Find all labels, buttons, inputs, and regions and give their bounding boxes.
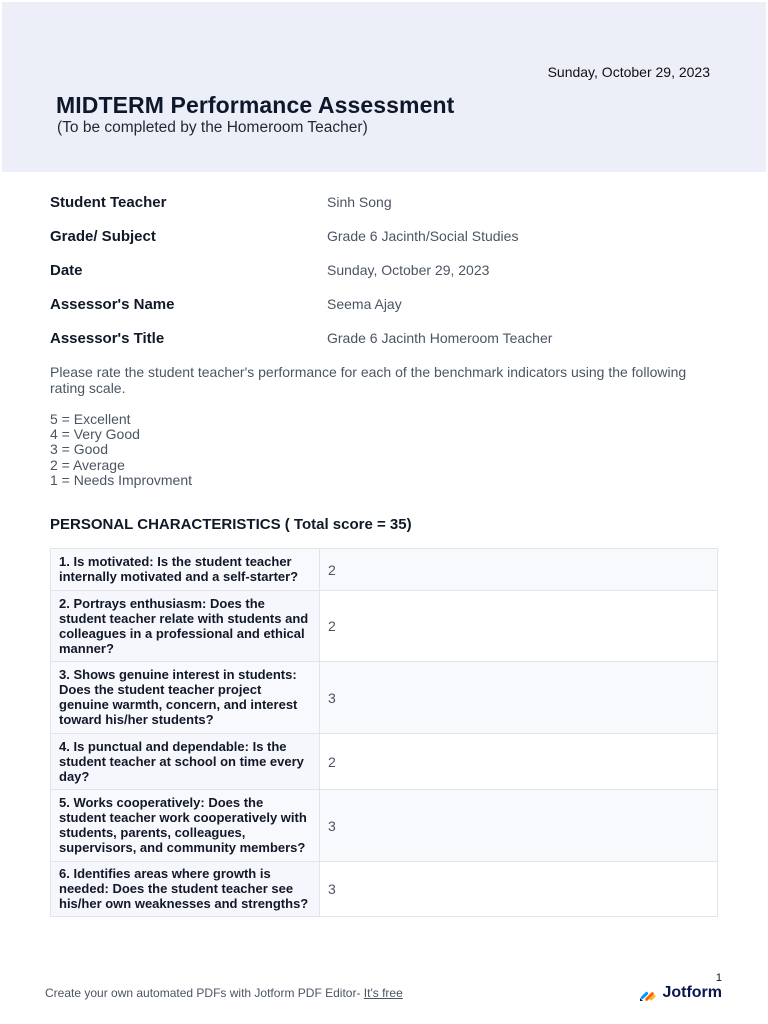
footer-link[interactable]: It's free bbox=[363, 986, 403, 1000]
scale-item: 5 = Excellent bbox=[50, 411, 131, 427]
assessment-table bbox=[50, 548, 718, 917]
question-score: 2 bbox=[320, 734, 718, 790]
footer-promo bbox=[45, 986, 403, 1000]
rating-scale bbox=[50, 412, 192, 488]
info-section bbox=[50, 192, 730, 362]
jotform-logo[interactable] bbox=[639, 984, 722, 1002]
question-text: 1. Is motivated: Is the student teacher internally motivated and a self-starter? bbox=[51, 549, 320, 591]
question-score: 2 bbox=[320, 549, 718, 591]
scale-item: 2 = Average bbox=[50, 456, 125, 473]
scale-item: 3 = Good bbox=[50, 441, 108, 458]
document-header bbox=[2, 2, 766, 172]
info-label: Assessor's Name bbox=[50, 296, 175, 313]
info-label: Date bbox=[50, 262, 83, 279]
info-row-date bbox=[50, 260, 730, 294]
page-number: 1 bbox=[715, 972, 722, 984]
jotform-logo-icon bbox=[639, 985, 657, 1001]
scale-item: 1 = Needs Improvment bbox=[50, 471, 193, 488]
question-text: 6. Identifies areas where growth is needed: Does the student teacher see his/her own weaknesses and strengths? bbox=[51, 862, 320, 917]
question-score: 3 bbox=[320, 790, 718, 862]
question-text: 2. Portrays enthusiasm: Does the student teacher relate with students and colleagues in a professional and ethical manner? bbox=[51, 591, 320, 662]
table-row bbox=[51, 862, 718, 917]
question-text: 4. Is punctual and dependable: Is the student teacher at school on time every day? bbox=[51, 734, 320, 790]
footer-text: Create your own automated PDFs with Jotform PDF Editor- bbox=[45, 986, 364, 1000]
info-value: Grade 6 Jacinth Homeroom Teacher bbox=[327, 330, 553, 346]
info-value: Sinh Song bbox=[327, 194, 392, 210]
scale-item: 4 = Very Good bbox=[50, 426, 140, 443]
info-row-assessor-name bbox=[50, 294, 730, 328]
table-row bbox=[51, 790, 718, 862]
table-row bbox=[51, 591, 718, 662]
question-score: 2 bbox=[320, 591, 718, 662]
question-text: 5. Works cooperatively: Does the student teacher work cooperatively with students, parents, colleagues, supervisors, and community members? bbox=[51, 790, 320, 862]
table-row bbox=[51, 662, 718, 734]
info-row-student-teacher bbox=[50, 192, 730, 226]
header-date: Sunday, October 29, 2023 bbox=[547, 64, 710, 80]
info-row-assessor-title bbox=[50, 328, 730, 362]
question-score: 3 bbox=[320, 662, 718, 734]
info-label: Assessor's Title bbox=[50, 330, 165, 347]
info-value: Sunday, October 29, 2023 bbox=[327, 262, 490, 278]
table-row bbox=[51, 734, 718, 790]
page-title: MIDTERM Performance Assessment bbox=[56, 92, 455, 118]
info-label: Grade/ Subject bbox=[50, 228, 156, 245]
question-score: 3 bbox=[320, 862, 718, 917]
info-label: Student Teacher bbox=[50, 194, 167, 211]
page-subtitle: (To be completed by the Homeroom Teacher) bbox=[57, 119, 368, 136]
info-value: Grade 6 Jacinth/Social Studies bbox=[327, 228, 519, 244]
rating-instructions: Please rate the student teacher's performance for each of the benchmark indicators using the following rating scale. bbox=[50, 364, 687, 396]
question-text: 3. Shows genuine interest in students: Does the student teacher project genuine warmth, concern, and interest toward his/her students? bbox=[51, 662, 320, 734]
info-row-grade-subject bbox=[50, 226, 730, 260]
info-value: Seema Ajay bbox=[327, 296, 402, 312]
table-row bbox=[51, 549, 718, 591]
logo-text: Jotform bbox=[662, 984, 722, 1001]
section-title: PERSONAL CHARACTERISTICS ( Total score = 35) bbox=[50, 516, 412, 533]
